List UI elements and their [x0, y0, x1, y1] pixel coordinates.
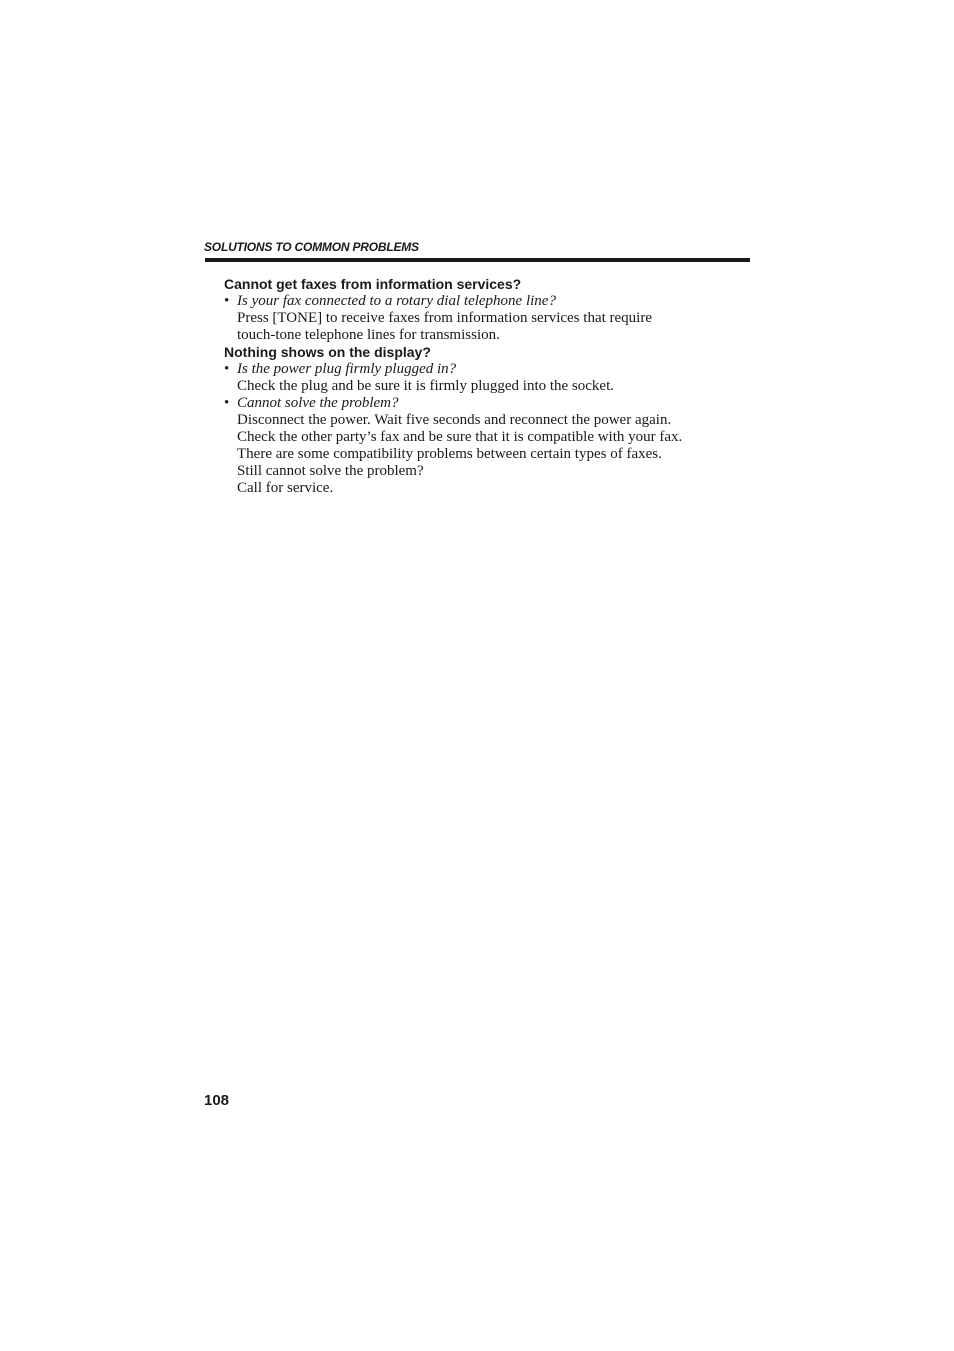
answer-line: There are some compatibility problems between certain types of faxes.: [237, 446, 662, 462]
header-rule: [205, 258, 750, 262]
question-text: Cannot solve the problem?: [237, 395, 399, 411]
answer-line: Disconnect the power. Wait five seconds and reconnect the power again.: [237, 412, 672, 428]
problem-heading: Cannot get faxes from information services?: [224, 276, 522, 292]
problem-block: [224, 276, 750, 344]
question-text: Is the power plug firmly plugged in?: [237, 361, 457, 377]
problem-block: [224, 344, 750, 497]
page-number: 108: [204, 1092, 230, 1109]
answer-line: Press [TONE] to receive faxes from information services that require: [237, 310, 652, 326]
bullet-icon: •: [224, 293, 230, 309]
bullet-icon: •: [224, 361, 230, 377]
section-header: SOLUTIONS TO COMMON PROBLEMS: [204, 240, 419, 254]
problem-heading: Nothing shows on the display?: [224, 344, 431, 360]
troubleshooting-content: [224, 276, 750, 497]
answer-line: Still cannot solve the problem?: [237, 463, 424, 479]
checklist-question: [224, 293, 750, 310]
bullet-icon: •: [224, 395, 230, 411]
answer-line: Call for service.: [237, 480, 334, 496]
answer-line: touch-tone telephone lines for transmission.: [237, 327, 500, 343]
checklist-question: [224, 395, 750, 412]
answer-line: Check the plug and be sure it is firmly plugged into the socket.: [237, 378, 615, 394]
checklist-question: [224, 361, 750, 378]
question-text: Is your fax connected to a rotary dial telephone line?: [237, 293, 556, 309]
answer-line: Check the other party’s fax and be sure that it is compatible with your fax.: [237, 429, 683, 445]
